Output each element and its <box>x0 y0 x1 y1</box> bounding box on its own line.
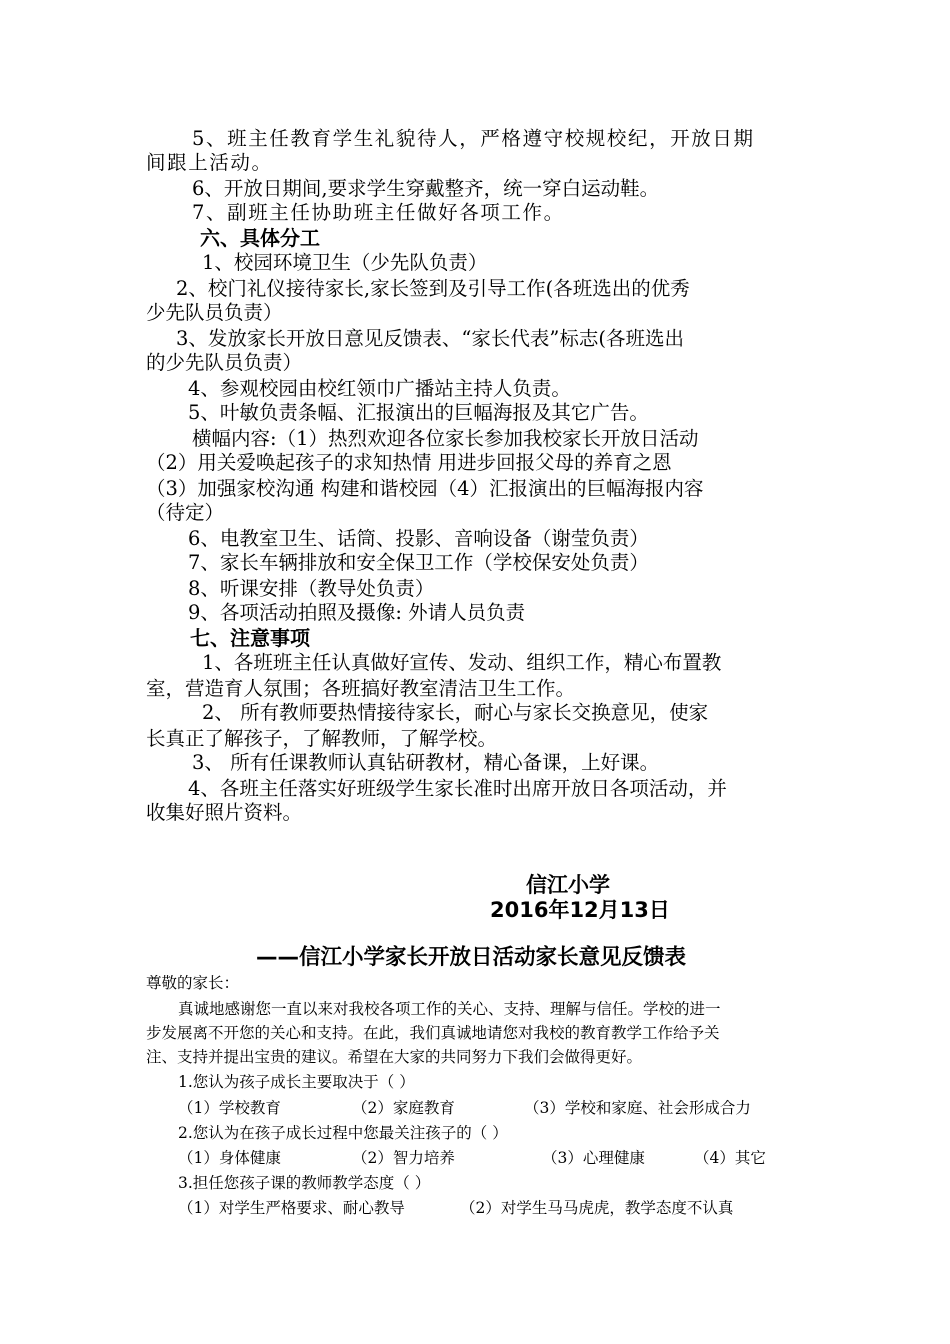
note-line: 长真正了解孩子，了解教师，了解学校。 <box>146 727 498 750</box>
duty-line: 8、听课安排（教导处负责） <box>188 577 435 600</box>
feedback-greeting: 尊敬的家长： <box>146 974 240 992</box>
duty-line: 5、叶敏负责条幅、汇报演出的巨幅海报及其它广告。 <box>188 401 649 424</box>
question-2-option[interactable]: （1）身体健康 <box>178 1149 281 1167</box>
note-line: 1、各班班主任认真做好宣传、发动、组织工作，精心布置教 <box>202 651 722 674</box>
signature-date: 2016年12月13日 <box>490 898 670 922</box>
question-2-option[interactable]: （3）心理健康 <box>542 1149 645 1167</box>
duty-line: 1、校园环境卫生（少先队负责） <box>202 251 488 274</box>
question-3-option[interactable]: （2）对学生马马虎虎，教学态度不认真 <box>460 1199 734 1217</box>
duty-line: 6、电教室卫生、话筒、投影、音响设备（谢莹负责） <box>188 527 649 550</box>
question-2: 2.您认为在孩子成长过程中您最关注孩子的（ ） <box>178 1124 508 1142</box>
question-1-option[interactable]: （1）学校教育 <box>178 1099 281 1117</box>
note-line: 室，营造育人氛围；各班搞好教室清洁卫生工作。 <box>146 677 576 700</box>
item-5-line2: 间跟上活动。 <box>146 151 273 174</box>
feedback-intro-line: 注、支持并提出宝贵的建议。希望在大家的共同努力下我们会做得更好。 <box>146 1048 643 1066</box>
note-line: 3、 所有任课教师认真钻研教材，精心备课，上好课。 <box>192 751 660 774</box>
item-5-line1: 5、班主任教育学生礼貌待人，严格遵守校规校纪，开放日期 <box>192 127 755 150</box>
note-line: 2、 所有教师要热情接待家长，耐心与家长交换意见，使家 <box>202 701 709 724</box>
duty-line: 4、参观校园由校红领巾广播站主持人负责。 <box>188 377 571 400</box>
banner-content-line: （待定） <box>146 501 225 524</box>
banner-content-line: （2）用关爱唤起孩子的求知热情 用进步回报父母的养育之恩 <box>146 451 672 474</box>
banner-content-line: 横幅内容:（1）热烈欢迎各位家长参加我校家长开放日活动 <box>192 427 699 450</box>
duty-line: 的少先队员负责） <box>146 351 303 374</box>
feedback-intro-line: 步发展离不开您的关心和支持。在此，我们真诚地请您对我校的教育教学工作给予关 <box>146 1024 720 1042</box>
note-line: 4、各班主任落实好班级学生家长准时出席开放日各项活动，并 <box>188 777 727 800</box>
question-2-option[interactable]: （2）智力培养 <box>352 1149 455 1167</box>
question-3: 3.担任您孩子课的教师教学态度（ ） <box>178 1174 431 1192</box>
feedback-intro-line: 真诚地感谢您一直以来对我校各项工作的关心、支持、理解与信任。学校的进一 <box>178 1000 721 1018</box>
duty-line: 少先队员负责） <box>146 301 283 324</box>
duty-line: 2、校门礼仪接待家长,家长签到及引导工作(各班选出的优秀 <box>176 277 690 300</box>
duty-line: 3、发放家长开放日意见反馈表、“家长代表”标志(各班选出 <box>176 327 684 350</box>
signature-school: 信江小学 <box>526 873 610 897</box>
feedback-form-title: ——信江小学家长开放日活动家长意见反馈表 <box>256 945 687 970</box>
question-1-option[interactable]: （2）家庭教育 <box>352 1099 455 1117</box>
question-1-option[interactable]: （3）学校和家庭、社会形成合力 <box>524 1099 751 1117</box>
duty-line: 7、家长车辆排放和安全保卫工作（学校保安处负责） <box>188 551 649 574</box>
section-seven-heading: 七、注意事项 <box>190 626 310 650</box>
item-6: 6、开放日期间,要求学生穿戴整齐，统一穿白运动鞋。 <box>192 177 660 200</box>
duty-line: 9、各项活动拍照及摄像: 外请人员负责 <box>188 601 526 624</box>
question-2-option[interactable]: （4）其它 <box>694 1149 766 1167</box>
item-7: 7、副班主任协助班主任做好各项工作。 <box>192 201 565 224</box>
banner-content-line: （3）加强家校沟通 构建和谐校园（4）汇报演出的巨幅海报内容 <box>146 477 704 500</box>
section-six-heading: 六、具体分工 <box>200 226 320 250</box>
question-1: 1.您认为孩子成长主要取决于（ ） <box>178 1073 415 1091</box>
question-3-option[interactable]: （1）对学生严格要求、耐心教导 <box>178 1199 405 1217</box>
note-line: 收集好照片资料。 <box>146 801 303 824</box>
